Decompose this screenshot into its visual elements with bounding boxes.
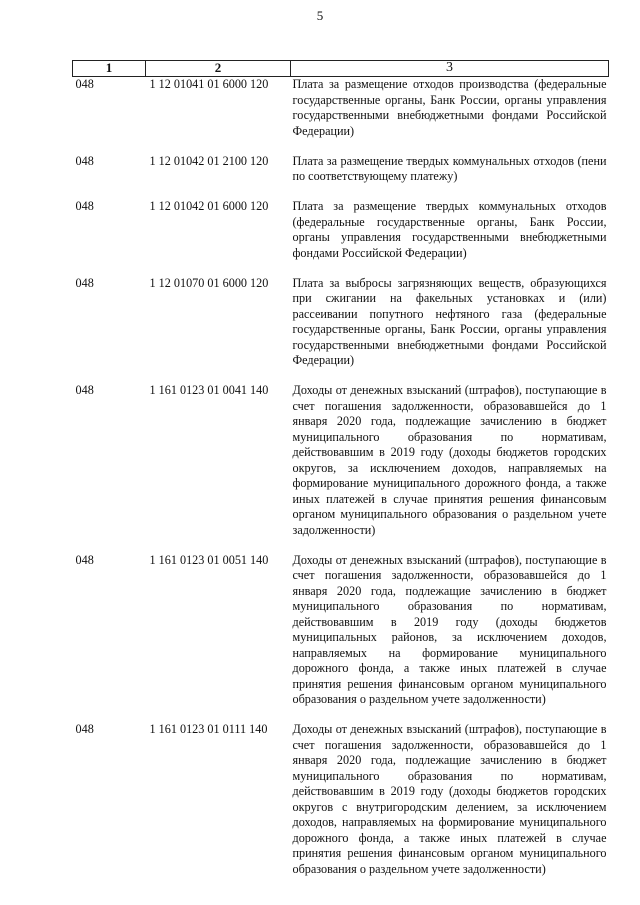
budget-classification-code: 1 161 0123 01 0111 140: [149, 722, 268, 736]
table-row: [73, 154, 609, 185]
page-number: 5: [316, 8, 324, 23]
table-row: [73, 77, 609, 140]
admin-code: 048: [75, 383, 94, 397]
revenue-description: Плата за размещение твердых коммунальных отходов (федеральные государственные органы, Банк России, органы управления государственными внебюджетными фондами Российской Федерации): [292, 199, 607, 260]
budget-classification-code: 1 12 01042 01 2100 120: [149, 153, 269, 168]
table-header-row: [73, 61, 609, 77]
table-row: [73, 276, 609, 369]
admin-code: 048: [75, 153, 94, 168]
revenue-description: Доходы от денежных взысканий (штрафов), поступающие в счет погашения задолженности, образовавшейся до 1 января 2020 года, подлежащие зачислению в бюджет муниципального образования по нормативам, действовавшим в 2019 году (доходы бюджетов городских округов с внутригородским делением, за исключением доходов, направляемых на формирование муниципального дорожного фонда, а также иных платежей в случае принятия решения финансовым органом муниципального образования о раздельном учете задолженности): [292, 722, 607, 876]
revenue-codes-table: [72, 60, 609, 877]
revenue-description: Плата за выбросы загрязняющих веществ, образующихся при сжигании на факельных установках и (или) рассеивании попутного нефтяного газа (федеральные государственные органы, Банк России, органы управления государственными внебюджетными фондами Российской Федерации): [292, 275, 607, 367]
revenue-description: Доходы от денежных взысканий (штрафов), поступающие в счет погашения задолженности, образовавшейся до 1 января 2020 года, подлежащие зачислению в бюджет муниципального образования по нормативам, действовавшим в 2019 году (доходы бюджетов муниципальных районов, за исключением доходов, направляемых на формирование муниципального дорожного фонда, а также иных платежей в случае принятия решения финансовым органом муниципального образования о раздельном учете задолженности): [292, 552, 607, 706]
admin-code: 048: [75, 552, 94, 567]
budget-classification-code: 1 12 01042 01 6000 120: [149, 199, 269, 213]
table-row: [73, 553, 609, 708]
admin-code: 048: [75, 199, 94, 213]
admin-code: 048: [75, 722, 94, 736]
column-header-3: 3: [291, 61, 609, 77]
table-row: [73, 199, 609, 261]
budget-classification-code: 1 161 0123 01 0051 140: [149, 552, 269, 567]
revenue-description: Плата за размещение отходов производства (федеральные государственные органы, Банк России, органы управления государственными внебюджетными фондами Российской Федерации): [292, 77, 607, 138]
admin-code: 048: [75, 77, 94, 91]
column-header-2: 2: [146, 61, 291, 77]
budget-classification-code: 1 161 0123 01 0041 140: [149, 383, 269, 397]
table-row: [73, 722, 609, 877]
table-row: [73, 383, 609, 538]
revenue-description: Доходы от денежных взысканий (штрафов), поступающие в счет погашения задолженности, образовавшейся до 1 января 2020 года, подлежащие зачислению в бюджет муниципального образования по нормативам, действовавшим в 2019 году (доходы бюджетов городских округов, за исключением доходов, направляемых на формирование муниципального дорожного фонда, а также иных платежей в случае принятия решения финансовым органом муниципального образования о раздельном учете задолженности): [292, 383, 607, 537]
column-header-1: 1: [73, 61, 146, 77]
admin-code: 048: [75, 275, 94, 290]
revenue-description: Плата за размещение твердых коммунальных отходов (пени по соответствующему платежу): [292, 153, 607, 183]
budget-classification-code: 1 12 01070 01 6000 120: [149, 275, 269, 290]
budget-classification-code: 1 12 01041 01 6000 120: [149, 77, 269, 91]
